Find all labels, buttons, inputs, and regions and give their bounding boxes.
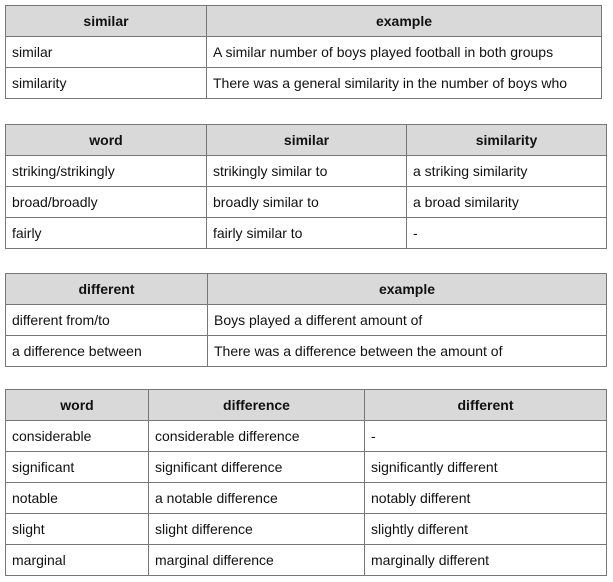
table-cell: marginal xyxy=(6,545,149,576)
column-header: word xyxy=(6,125,207,156)
column-header: similarity xyxy=(407,125,607,156)
table-cell: marginally different xyxy=(365,545,607,576)
column-header: example xyxy=(207,6,602,37)
table-cell: significant xyxy=(6,452,149,483)
table-row xyxy=(6,156,607,187)
table-row xyxy=(6,545,607,576)
table-cell: slightly different xyxy=(365,514,607,545)
table-cell: a broad similarity xyxy=(407,187,607,218)
table-cell: a striking similarity xyxy=(407,156,607,187)
table-cell: broadly similar to xyxy=(207,187,407,218)
table-cell: There was a difference between the amount of xyxy=(208,336,607,367)
table-row xyxy=(6,218,607,249)
table-row xyxy=(6,187,607,218)
table-row xyxy=(6,68,602,99)
table-cell: slight xyxy=(6,514,149,545)
table-cell: - xyxy=(365,421,607,452)
different-example-table xyxy=(5,273,607,367)
table-cell: similar xyxy=(6,37,207,68)
table-cell: broad/broadly xyxy=(6,187,207,218)
table-cell: a notable difference xyxy=(149,483,365,514)
table-row xyxy=(6,37,602,68)
similar-example-table xyxy=(5,5,602,99)
table-row xyxy=(6,421,607,452)
table-cell: marginal difference xyxy=(149,545,365,576)
table-cell: strikingly similar to xyxy=(207,156,407,187)
table-cell: considerable xyxy=(6,421,149,452)
table-cell: A similar number of boys played football in both groups xyxy=(207,37,602,68)
table-cell: considerable difference xyxy=(149,421,365,452)
column-header: similar xyxy=(207,125,407,156)
table-cell: similarity xyxy=(6,68,207,99)
table-header-row xyxy=(6,274,607,305)
difference-words-table xyxy=(5,389,607,576)
table-cell: notable xyxy=(6,483,149,514)
column-header: word xyxy=(6,390,149,421)
column-header: similar xyxy=(6,6,207,37)
table-header-row xyxy=(6,125,607,156)
table-cell: fairly xyxy=(6,218,207,249)
table-row xyxy=(6,452,607,483)
table-cell: slight difference xyxy=(149,514,365,545)
column-header: different xyxy=(6,274,208,305)
table-cell: significant difference xyxy=(149,452,365,483)
table-row xyxy=(6,483,607,514)
table-row xyxy=(6,514,607,545)
table-row xyxy=(6,336,607,367)
table-cell: significantly different xyxy=(365,452,607,483)
table-cell: - xyxy=(407,218,607,249)
table-cell: notably different xyxy=(365,483,607,514)
table-header-row xyxy=(6,6,602,37)
column-header: different xyxy=(365,390,607,421)
table-cell: Boys played a different amount of xyxy=(208,305,607,336)
table-header-row xyxy=(6,390,607,421)
table-cell: fairly similar to xyxy=(207,218,407,249)
table-cell: different from/to xyxy=(6,305,208,336)
table-row xyxy=(6,305,607,336)
table-cell: a difference between xyxy=(6,336,208,367)
table-cell: striking/strikingly xyxy=(6,156,207,187)
similar-words-table xyxy=(5,124,607,249)
column-header: difference xyxy=(149,390,365,421)
table-cell: There was a general similarity in the number of boys who xyxy=(207,68,602,99)
column-header: example xyxy=(208,274,607,305)
